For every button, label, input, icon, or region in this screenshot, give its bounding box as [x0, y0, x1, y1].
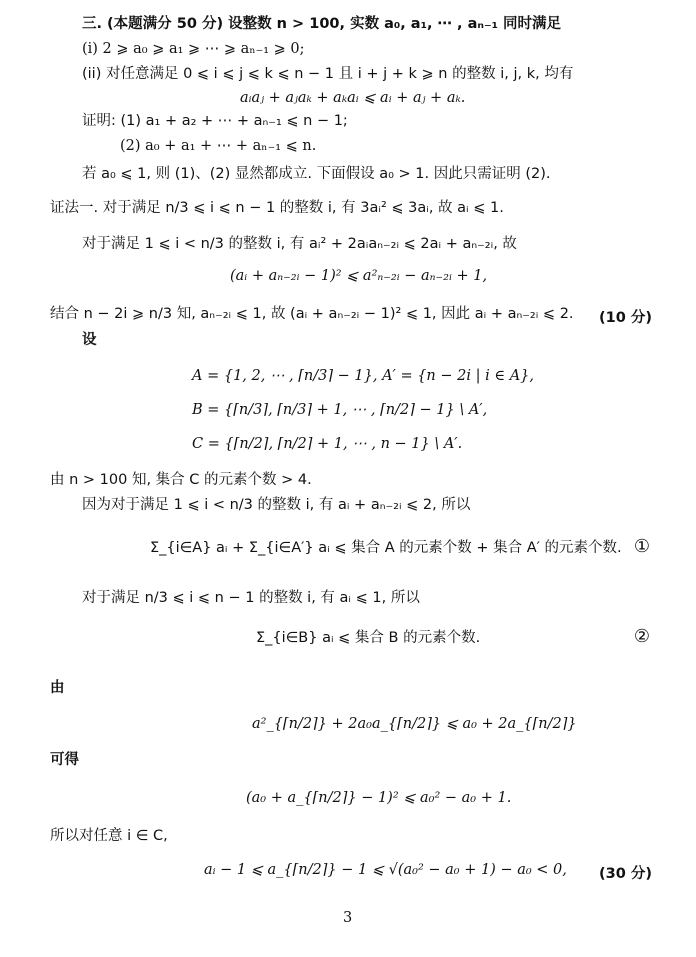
solution-line-5: 因为对于满足 1 ⩽ i < n/3 的整数 i, 有 aᵢ + aₙ₋₂ᵢ ⩽ 2, 所以 — [82, 497, 471, 513]
method-1-line: 证法一. 对于满足 n/3 ⩽ i ⩽ n − 1 的整数 i, 有 3aᵢ² ⩽ 3aᵢ, 故 aᵢ ⩽ 1. — [50, 200, 504, 216]
equation-marker-2: ② — [633, 626, 650, 647]
condition-2-formula: aᵢaⱼ + aⱼaₖ + aₖaᵢ ⩽ aᵢ + aⱼ + aₖ. — [240, 90, 466, 106]
set-B-definition: B = {⌈n/3⌉, ⌈n/3⌉ + 1, ⋯ , ⌈n/2⌉ − 1} \ A′, — [192, 402, 488, 418]
condition-2: (ii) 对任意满足 0 ⩽ i ⩽ j ⩽ k ⩽ n − 1 且 i + j + k ⩾ n 的整数 i, j, k, 均有 — [82, 66, 574, 82]
prove-statement-2: (2) a₀ + a₁ + ⋯ + aₙ₋₁ ⩽ n. — [120, 138, 317, 154]
get-label: 可得 — [50, 752, 79, 768]
by-label: 由 — [50, 680, 65, 696]
page-number: 3 — [343, 910, 353, 926]
equation-5: (a₀ + a_{⌈n/2⌉} − 1)² ⩽ a₀² − a₀ + 1. — [246, 790, 512, 806]
set-A-definition: A = {1, 2, ⋯ , ⌈n/3⌉ − 1}, A′ = {n − 2i | i ∈ A}, — [192, 368, 535, 384]
equation-6: aᵢ − 1 ⩽ a_{⌈n/2⌉} − 1 ⩽ √(a₀² − a₀ + 1) − a₀ < 0, — [204, 862, 567, 878]
prove-statement-1: 证明: (1) a₁ + a₂ + ⋯ + aₙ₋₁ ⩽ n − 1; — [82, 113, 348, 129]
solution-line-3: 结合 n − 2i ⩾ n/3 知, aₙ₋₂ᵢ ⩽ 1, 故 (aᵢ + aₙ₋₂ᵢ − 1)² ⩽ 1, 因此 aᵢ + aₙ₋₂ᵢ ⩽ 2. — [50, 306, 574, 322]
equation-1: (aᵢ + aₙ₋₂ᵢ − 1)² ⩽ a²ₙ₋₂ᵢ − aₙ₋₂ᵢ + 1, — [230, 268, 488, 284]
solution-intro: 若 a₀ ⩽ 1, 则 (1)、(2) 显然都成立. 下面假设 a₀ > 1. 因此只需证明 (2). — [82, 166, 551, 182]
condition-1: (i) 2 ⩾ a₀ ⩾ a₁ ⩾ ⋯ ⩾ aₙ₋₁ ⩾ 0; — [82, 41, 305, 57]
problem-heading — [82, 16, 561, 33]
equation-4: a²_{⌈n/2⌉} + 2a₀a_{⌈n/2⌉} ⩽ a₀ + 2a_{⌈n/2⌉} — [252, 716, 577, 732]
problem-heading-text: 三. (本题满分 50 分) 设整数 n > 100, 实数 a₀, a₁, ⋯ , aₙ₋₁ 同时满足 — [82, 16, 562, 32]
solution-line-2: 对于满足 1 ⩽ i < n/3 的整数 i, 有 aᵢ² + 2aᵢaₙ₋₂ᵢ ⩽ 2aᵢ + aₙ₋₂ᵢ, 故 — [82, 236, 517, 252]
let-label: 设 — [82, 332, 97, 348]
equation-3: Σ_{i∈B} aᵢ ⩽ 集合 B 的元素个数. — [256, 630, 481, 646]
set-C-definition: C = {⌈n/2⌉, ⌈n/2⌉ + 1, ⋯ , n − 1} \ A′. — [192, 436, 463, 452]
solution-line-7: 所以对任意 i ∈ C, — [50, 828, 168, 844]
equation-marker-1: ① — [633, 536, 650, 557]
equation-2: Σ_{i∈A} aᵢ + Σ_{i∈A′} aᵢ ⩽ 集合 A 的元素个数 + 集合 A′ 的元素个数. — [150, 540, 622, 556]
solution-line-4: 由 n > 100 知, 集合 C 的元素个数 > 4. — [50, 472, 312, 488]
score-30: (30 分) — [599, 866, 652, 882]
score-10: (10 分) — [599, 310, 652, 326]
solution-line-6: 对于满足 n/3 ⩽ i ⩽ n − 1 的整数 i, 有 aᵢ ⩽ 1, 所以 — [82, 590, 420, 606]
